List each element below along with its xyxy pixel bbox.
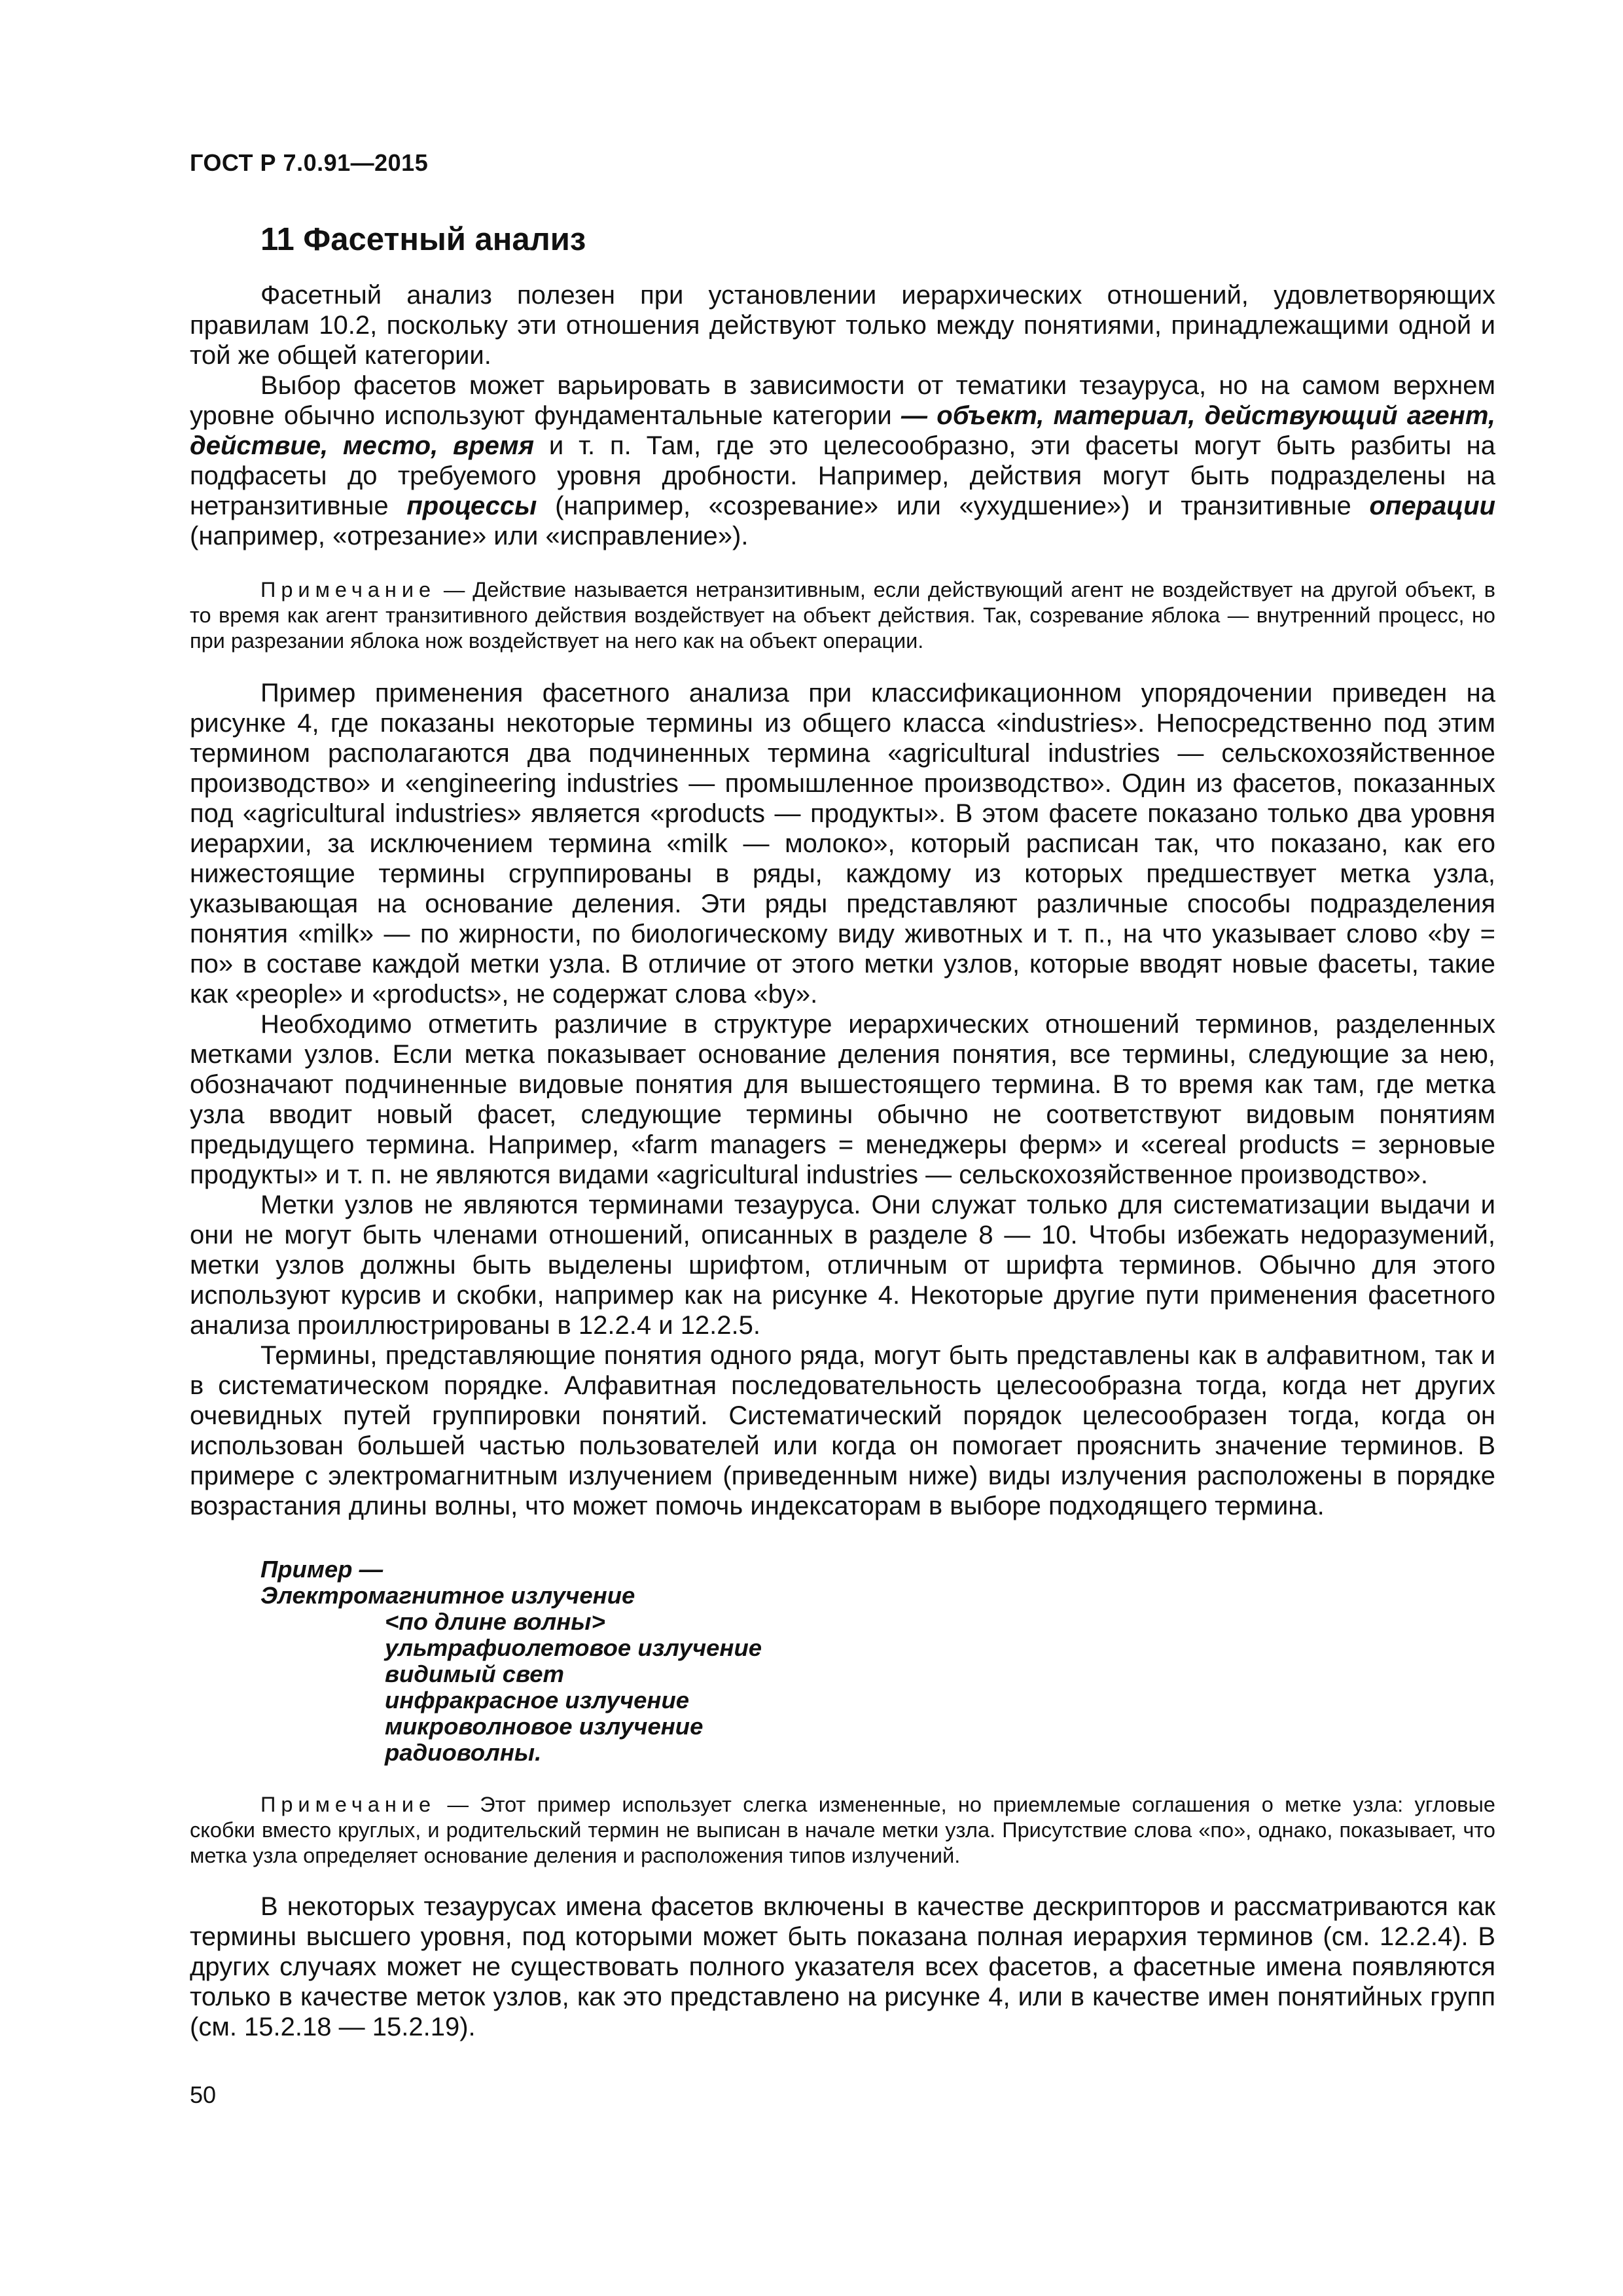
note-1 [190, 577, 1495, 654]
example-block [260, 1556, 762, 1766]
body-block-3 [190, 1892, 1495, 2042]
example-node-label: <по длине волны> [385, 1608, 605, 1635]
body-block-2 [190, 678, 1495, 1521]
paragraph-2-part-a: Выбор фасетов может варьировать в зависимости от тематики тезауруса, но на самом верхнем уровне обычно используют фундаментальные категории [190, 371, 1495, 430]
paragraph-4: Необходимо отметить различие в структуре иерархических отношений терминов, разделенных метками узлов. Если метка показывает основание деления понятия, все термины, следующие за нею, обозначают подчиненные видовые понятия для вышестоящего термина. В то время как там, где метка узла вводит новый фасет, следующие термины обычно не соответствуют видовым понятиям предыдущего термина. Например, «farm managers = менеджеры ферм» и «cereal products = зерновые продукты» и т. п. не являются видами «agricultural industries — сельскохозяйственное производство». [190, 1010, 1495, 1189]
example-item: ультрафиолетовое излучение [385, 1634, 762, 1661]
example-item: видимый свет [385, 1660, 564, 1687]
section-title: 11 Фасетный анализ [260, 222, 586, 257]
note-1-label: Примечание [260, 578, 437, 601]
paragraph-2-part-e: (например, «созревание» или «ухудшение») и транзитивные [537, 492, 1370, 520]
paragraph-2-categories: — объект, материал, действующий агент, действие, место, время [190, 401, 1495, 460]
paragraph-2-operations: операции [1369, 492, 1495, 520]
paragraph-6: Термины, представляющие понятия одного ряда, могут быть представлены как в алфавитном, так и в систематическом порядке. Алфавитная последовательность целесообразна тогда, когда нет других очевидных путей группировки понятий. Систематический порядок целесообразен тогда, когда он использован большей частью пользователей или когда он помогает прояснить значение терминов. В примере с электромагнитным излучением (приведенным ниже) виды излучения расположены в порядке возрастания длины волны, что может помочь индексаторам в выборе подходящего термина. [190, 1341, 1495, 1520]
example-item: инфракрасное излучение [385, 1687, 690, 1713]
standard-header: ГОСТ Р 7.0.91—2015 [190, 149, 429, 176]
paragraph-2-processes: процессы [406, 492, 537, 520]
note-2 [190, 1792, 1495, 1869]
example-item: радиоволны. [385, 1739, 542, 1766]
paragraph-2 [190, 370, 1495, 551]
note-1-text: — Действие называется нетранзитивным, если действующий агент не воздействует на другой объект, в то время как агент транзитивного действия воздействует на объект действия. Так, созревание яблока — внутренний процесс, но при разрезании яблока нож воздействует на него как на объект операции. [190, 578, 1495, 653]
body-block-1 [190, 280, 1495, 551]
paragraph-1: Фасетный анализ полезен при установлении иерархических отношений, удовлетворяющих правилам 10.2, поскольку эти отношения действуют только между понятиями, принадлежащими одной и той же общей категории. [190, 281, 1495, 370]
paragraph-7: В некоторых тезаурусах имена фасетов включены в качестве дескрипторов и рассматриваются как термины высшего уровня, под которыми может быть показана полная иерархия терминов (см. 12.2.4). В других случаях может не существовать полного указателя всех фасетов, а фасетные имена появляются только в качестве меток узлов, как это представлено на рисунке 4, или в качестве имен понятийных групп (см. 15.2.18 — 15.2.19). [190, 1892, 1495, 2041]
example-item: микроволновое излучение [385, 1713, 704, 1740]
paragraph-2-part-c: и т. п. Там, где это целесообразно, эти фасеты могут быть разбиты на подфасеты до требуемого уровня дробности. Например, действия могут быть подразделены на нетранзитивные [190, 431, 1495, 520]
paragraph-3: Пример применения фасетного анализа при классификационном упорядочении приведен на рисунке 4, где показаны некоторые термины из общего класса «industries». Непосредственно под этим термином располагаются два подчиненных термина «agricultural industries — сельскохозяйственное производство» и «engineering industries — промышленное производство». Один из фасетов, показанных под «agricultural industries» является «products — продукты». В этом фасете показано только два уровня иерархии, за исключением термина «milk — молоко», который расписан так, что показано, как его нижестоящие термины сгруппированы в ряды, каждому из которых предшествует метка узла, указывающая на основание деления. Эти ряды представляют различные способы подразделения понятия «milk» — по жирности, по биологическому виду животных и т. п., на что указывает слово «by = по» в составе каждой метки узла. В отличие от этого метки узлов, которые вводят новые фасеты, такие как «people» и «products», не содержат слова «by». [190, 679, 1495, 1009]
example-parent-term: Электромагнитное излучение [260, 1582, 635, 1609]
note-2-text: — Этот пример использует слегка измененные, но приемлемые соглашения о метке узла: угловые скобки вместо круглых, и родительский термин не выписан в начале метки узла. Присутствие слова «по», однако, показывает, что метка узла определяет основание деления и расположения типов излучений. [190, 1793, 1495, 1867]
paragraph-2-part-g: (например, «отрезание» или «исправление»). [190, 522, 749, 550]
note-2-label: Примечание [260, 1793, 437, 1816]
example-heading: Пример — [260, 1556, 383, 1583]
page-number: 50 [190, 2081, 217, 2108]
paragraph-5: Метки узлов не являются терминами тезауруса. Они служат только для систематизации выдачи и они не могут быть членами отношений, описанных в разделе 8 — 10. Чтобы избежать недоразумений, метки узлов должны быть выделены шрифтом, отличным от шрифта терминов. Обычно для этого используют курсив и скобки, например как на рисунке 4. Некоторые другие пути применения фасетного анализа проиллюстрированы в 12.2.4 и 12.2.5. [190, 1191, 1495, 1340]
